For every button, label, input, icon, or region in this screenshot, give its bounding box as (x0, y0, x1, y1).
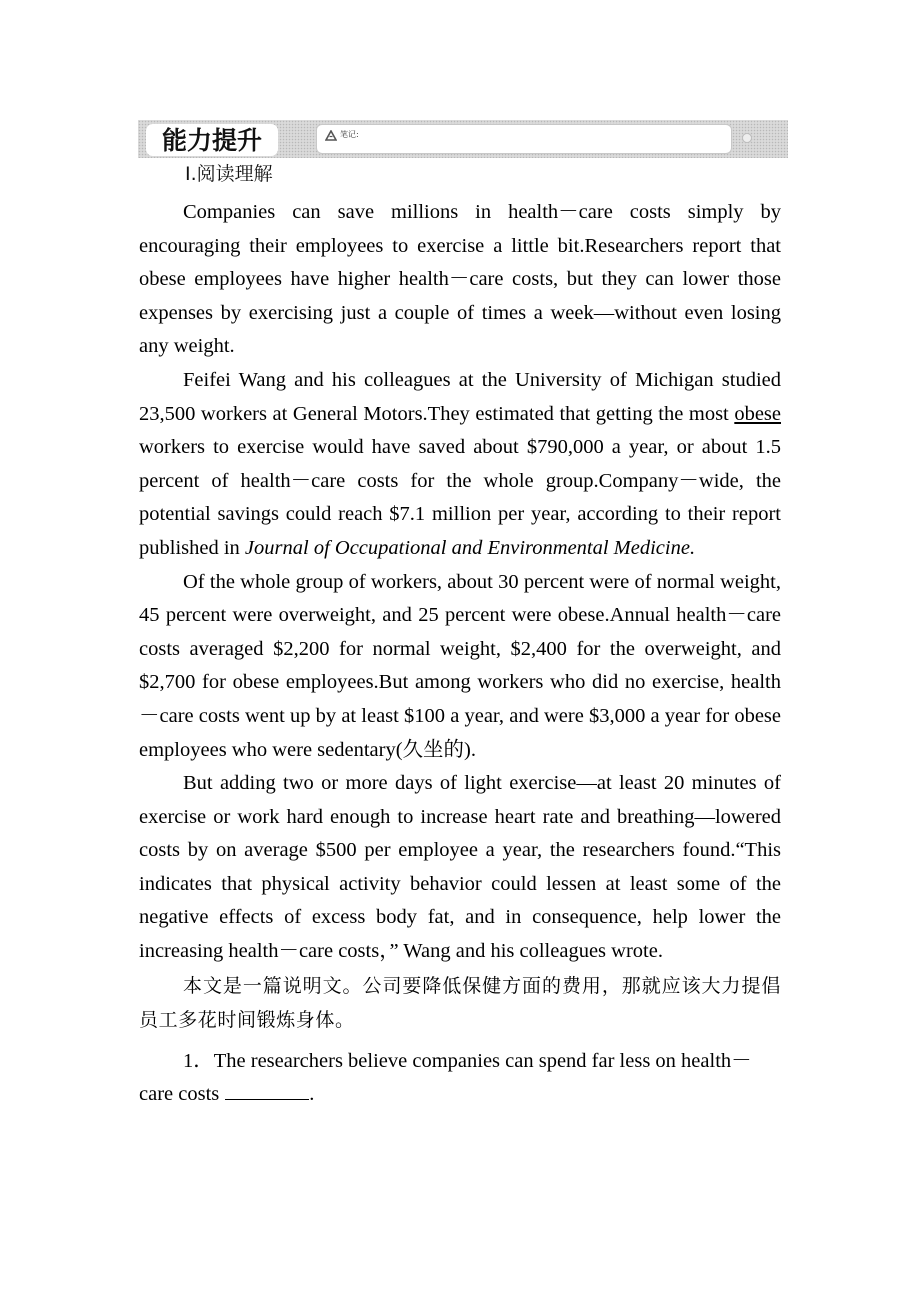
answer-blank[interactable] (225, 1081, 309, 1100)
journal-title: Journal of Occupational and Environmental Medicine (244, 536, 690, 559)
paragraph-4: But adding two or more days of light exercise—at least 20 minutes of exercise or work hard enough to increase heart rate and breathing—lowered costs by on average $500 per employee a year, the researchers found.“This indicates that physical activity behavior could lessen at least some of the negative effects of excess body fat, and in consequence, help lower the increasing health－care costs，” Wang and his colleagues wrote. (139, 772, 781, 963)
notes-label: 笔记: (340, 130, 359, 139)
question-number: 1． (183, 1049, 214, 1072)
paragraph-2-end: . (689, 536, 696, 559)
recycle-triangle-icon (325, 130, 337, 141)
question-end: . (309, 1083, 315, 1106)
summary-chinese: 本文是一篇说明文。公司要降低保健方面的费用，那就应该大力提倡员工多花时间锻炼身体。 (139, 974, 781, 1031)
paragraph-2-text-a: Feifei Wang and his colleagues at the University of Michigan studied 23,500 workers at General Motors.They estimated that getting the most (139, 368, 781, 425)
underlined-word: obese (734, 402, 781, 425)
paragraph-1: Companies can save millions in health－care costs simply by encouraging their employees to exercise a little bit.Researchers report that obese employees have higher health－care costs, but they can lower those expenses by exercising just a couple of times a week—without even losing any weight. (139, 201, 781, 358)
banner-title: 能力提升 (161, 125, 262, 155)
section-banner (138, 120, 788, 158)
paragraph-2-text-b: workers to exercise would have saved about $790,000 a year, or about 1.5 percent of health－care costs for the whole group.Company－wide, the potential savings could reach $7.1 million per year, according to their report published in (139, 436, 781, 559)
circle-icon[interactable] (742, 133, 752, 143)
section-heading: Ⅰ.阅读理解 (185, 163, 273, 185)
question-1 (139, 1045, 781, 1112)
paragraph-3: Of the whole group of workers, about 30 percent were of normal weight, 45 percent were overweight, and 25 percent were obese.Annual health－care costs averaged $2,200 for normal weight, $2,400 for the overweight, and $2,700 for obese employees.But among workers who did no exercise, health－care costs went up by at least $100 a year, and were $3,000 a year for obese employees who were sedentary(久坐的). (139, 570, 781, 761)
banner-title-tab (146, 124, 278, 156)
notes-box[interactable] (316, 124, 732, 154)
passage (139, 196, 781, 1112)
question-text: The researchers believe companies can spend far less on health－care costs (139, 1049, 752, 1106)
paragraph-2 (139, 364, 781, 566)
